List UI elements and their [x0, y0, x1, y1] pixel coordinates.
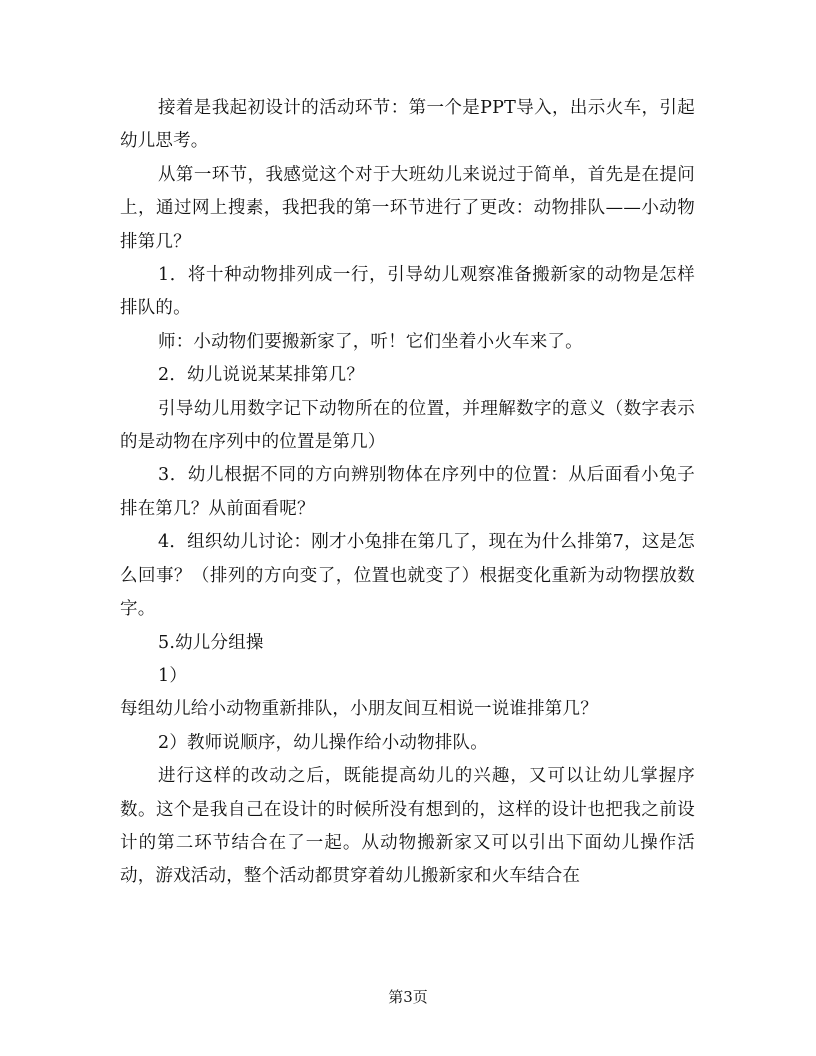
page-number: 第3页: [388, 988, 428, 1006]
paragraph-4: 师：小动物们要搬新家了，听！它们坐着小火车来了。: [158, 331, 583, 352]
paragraph-2: 从第一环节，我感觉这个对于大班幼儿来说过于简单，首先是在提问上，通过网上搜素，我把我的第一环节进行了更改：动物排队——小动物排第几？: [120, 164, 695, 252]
paragraph-9: 5.幼儿分组操: [158, 632, 264, 653]
paragraph-1: 接着是我起初设计的活动环节：第一个是PPT导入，出示火车，引起幼儿思考。: [120, 98, 695, 152]
document-body: [120, 92, 695, 894]
paragraph-5: 2．幼儿说说某某排第几？: [158, 365, 365, 386]
paragraph-6: 引导幼儿用数字记下动物所在的位置，并理解数字的意义（数字表示的是动物在序列中的位置是第几）: [120, 398, 695, 453]
paragraph-8: 4．组织幼儿讨论：刚才小兔排在第几了，现在为什么排第7，这是怎么回事？（排列的方向变了，位置也就变了）根据变化重新为动物摆放数字。: [120, 532, 695, 620]
paragraph-7: 3．幼儿根据不同的方向辨别物体在序列中的位置：从后面看小兔子排在第几？从前面看呢？: [120, 465, 695, 519]
paragraph-3: 1．将十种动物排列成一行，引导幼儿观察准备搬新家的动物是怎样排队的。: [120, 265, 695, 319]
paragraph-10: 1）: [158, 665, 188, 686]
paragraph-11: 每组幼儿给小动物重新排队，小朋友间互相说一说谁排第几？: [120, 699, 598, 720]
paragraph-12: 2）教师说顺序，幼儿操作给小动物排队。: [158, 732, 488, 753]
paragraph-13: 进行这样的改动之后，既能提高幼儿的兴趣，又可以让幼儿掌握序数。这个是我自己在设计的时候所没有想到的，这样的设计也把我之前设计的第二环节结合在了一起。从动物搬新家又可以引出下面幼儿操作活动，游戏活动，整个活动都贯穿着幼儿搬新家和火车结合在: [120, 766, 695, 887]
